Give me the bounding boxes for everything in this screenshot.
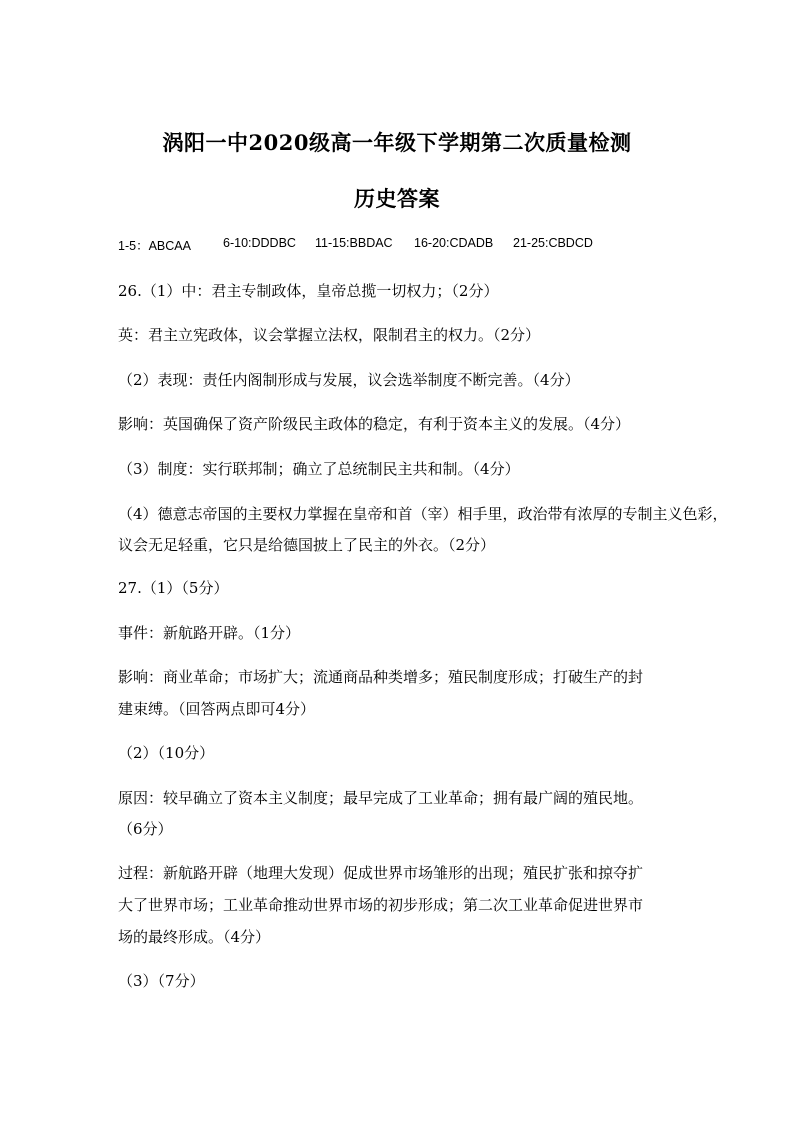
answer-line: （2）表现：责任内阁制形成与发展，议会选举制度不断完善。（4分） [118,371,580,389]
page-subtitle: 历史答案 [354,186,440,211]
answer-line: （3）（7分） [118,972,205,990]
answer-line: （3）制度：实行联邦制；确立了总统制民主共和制。（4分） [118,460,520,478]
answer-line: 原因：较早确立了资本主义制度；最早完成了工业革命；拥有最广阔的殖民地。 [118,789,644,807]
answer-line: 27.（1）（5分） [118,579,229,597]
answer-line: （4）德意志帝国的主要权力掌握在皇帝和首（宰）相手里，政治带有浓厚的专制主义色彩， [118,505,728,523]
answer-line: 议会无足轻重，它只是给德国披上了民主的外衣。（2分） [118,536,496,554]
answer-line: 26.（1）中：君主专制政体，皇帝总揽一切权力；（2分） [118,282,499,300]
answer-line: （6分） [118,820,173,838]
answer-line: （2）（10分） [118,744,215,762]
answer-line: 影响：商业革命；市场扩大；流通商品种类增多；殖民制度形成；打破生产的封 [118,668,644,686]
choice-answer-group: 6-10:DDDBC [223,236,296,250]
choice-answer-group: 16-20:CDADB [414,236,494,250]
answer-line: 大了世界市场；工业革命推动世界市场的初步形成；第二次工业革命促进世界市 [118,896,644,914]
answer-line: 事件：新航路开辟。（1分） [118,624,301,642]
choice-answer-group: 1-5：ABCAA [118,239,191,253]
answer-line: 建束缚。（回答两点即可4分） [118,700,316,718]
answer-line: 场的最终形成。（4分） [118,928,271,946]
answer-line: 影响：英国确保了资产阶级民主政体的稳定，有利于资本主义的发展。（4分） [118,415,631,433]
answer-line: 英：君主立宪政体，议会掌握立法权，限制君主的权力。（2分） [118,326,541,344]
choice-answer-group: 21-25:CBDCD [513,236,593,250]
answer-line: 过程：新航路开辟（地理大发现）促成世界市场雏形的出现；殖民扩张和掠夺扩 [118,864,644,882]
choice-answer-group: 11-15:BBDAC [315,236,393,250]
page-title: 涡阳一中2020级高一年级下学期第二次质量检测 [162,130,632,155]
